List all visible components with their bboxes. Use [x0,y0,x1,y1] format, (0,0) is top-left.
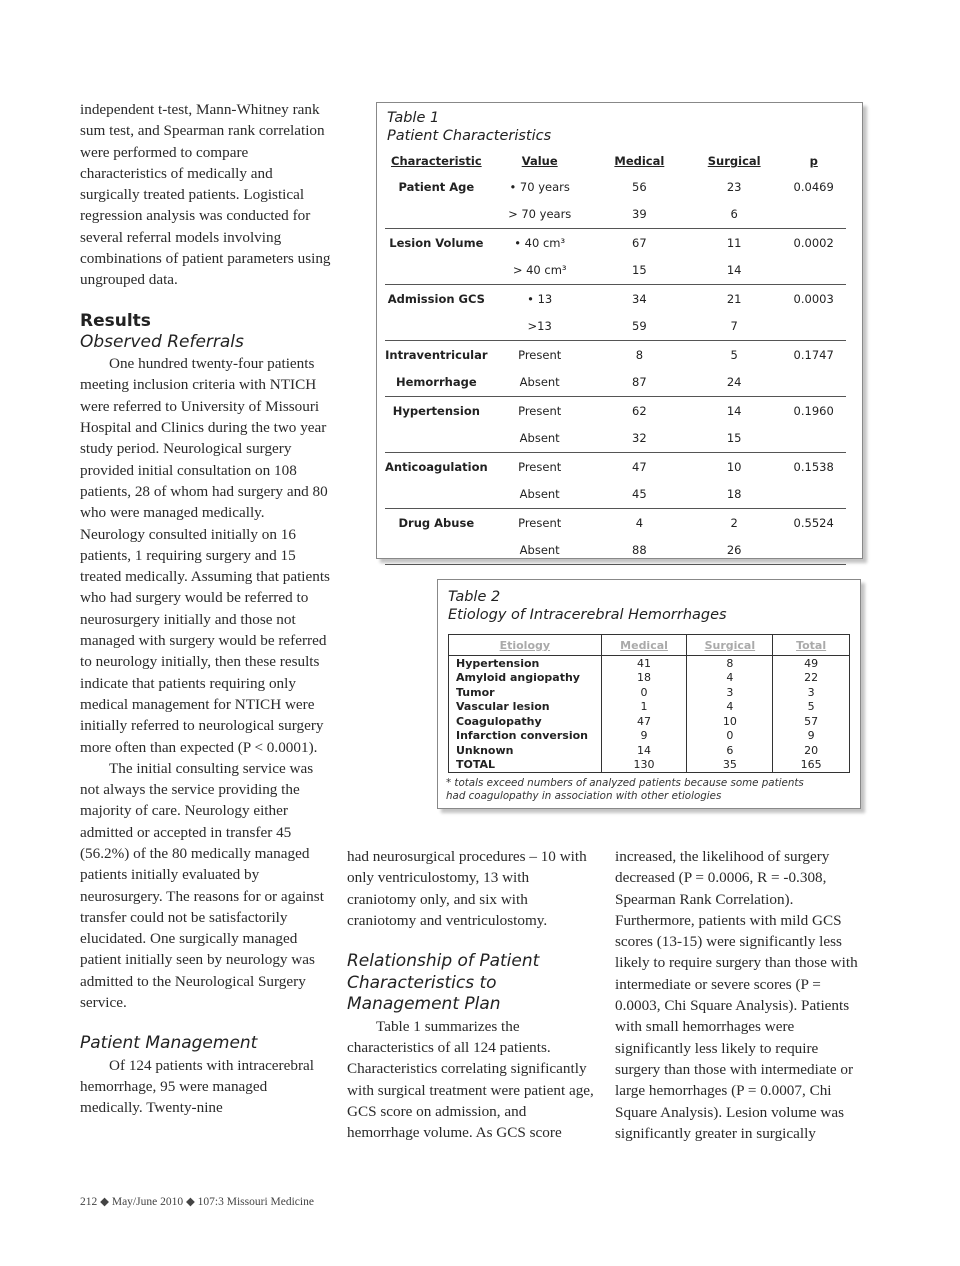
paragraph: independent t-test, Mann-Whitney rank sum test, and Spearman rank correlation were performed to compare characteristics of medically and surgically treated patients. Logistical regression analysis was conducted for several referral models involving combinations of patient parameters using ungrouped data. [80,101,331,289]
text-column-3 [615,846,865,1144]
table-cell: 67 [632,235,647,250]
table-cell: • 70 years [509,179,570,194]
table-cell: Present [518,515,562,530]
table-cell: Unknown [449,743,602,758]
table-cell: 8 [687,656,773,671]
table-cell: Present [518,347,562,362]
table-cell: 47 [632,459,647,474]
table-cell [385,257,488,285]
table-2-header-cell: Etiology [449,635,602,656]
table-cell: 34 [632,291,647,306]
section-heading-results: Results [80,310,151,331]
table-cell: 10 [726,459,742,474]
table-cell: > 40 cm³ [488,257,592,285]
table-cell: Present [518,403,562,418]
table-row [385,313,846,341]
table-row [385,537,846,565]
table-2-box [437,579,861,809]
table-row [449,729,850,744]
table-row [385,425,846,453]
table-row [449,656,850,671]
table-row [385,229,846,257]
table-cell: > 70 years [488,201,592,229]
table-1-header-row [385,149,846,173]
table-cell: 3 [773,685,850,700]
table-cell: 32 [592,425,687,453]
table-1-title: Patient Characteristics [387,128,552,144]
table-cell: 0.1538 [793,459,834,474]
table-row [385,201,846,229]
table-row [449,743,850,758]
paragraph: Table 1 summarizes the characteristics of all 124 patients. Characteristics correlating significantly with surgical treatment were patient age, GCS score on admission, and hemorrhage volume. As GCS score [347,1017,594,1142]
table-cell: 49 [773,656,850,671]
page-footer: 212 ◆ May/June 2010 ◆ 107:3 Missouri Medicine [80,1196,314,1208]
table-cell: 0 [601,685,687,700]
table-cell [385,425,488,453]
table-cell: 6 [687,743,773,758]
table-cell: Lesion Volume [389,235,484,250]
table-1-label: Table 1 [387,110,440,126]
table-cell: Drug Abuse [398,515,475,530]
table-row [449,685,850,700]
table-cell: Absent [488,369,592,397]
table-cell: 6 [687,201,781,229]
table-row [449,714,850,729]
table-cell: 9 [601,729,687,744]
table-1-header-cell: Characteristic [391,154,482,168]
table-1-header-cell: p [809,154,818,168]
table-cell: 57 [773,714,850,729]
paragraph: had neurosurgical procedures – 10 with only ventriculostomy, 13 with craniotomy only, and six with craniotomy and ventriculostomy. [347,848,587,929]
table-row [449,671,850,686]
table-cell: 39 [592,201,687,229]
table-cell: 22 [773,671,850,686]
table-cell [781,313,846,341]
table-cell: Hemorrhage [385,369,488,397]
table-1-header-cell: Medical [614,154,665,168]
table-cell: 18 [601,671,687,686]
subsection-heading-relationship: Relationship of Patient Characteristics to Management Plan [347,951,540,1015]
table-1 [385,149,846,565]
table-row [449,758,850,773]
table-cell: 9 [773,729,850,744]
table-cell: Vascular lesion [449,700,602,715]
table-cell: 14 [687,257,781,285]
table-cell [781,369,846,397]
table-2-footnote: * totals exceed numbers of analyzed patients because some patients [446,777,804,789]
table-2-header-cell: Surgical [687,635,773,656]
table-row [385,453,846,481]
table-row [385,173,846,201]
table-row [385,285,846,313]
table-row [449,700,850,715]
table-cell: 14 [726,403,742,418]
table-cell [781,257,846,285]
table-cell: Hypertension [392,403,480,418]
table-cell: 2 [730,515,738,530]
table-cell: 0.0469 [793,179,834,194]
table-cell: 59 [592,313,687,341]
table-cell: 35 [687,758,773,773]
table-row [385,257,846,285]
table-cell [781,425,846,453]
table-cell: 56 [632,179,647,194]
table-cell: 45 [592,481,687,509]
table-cell: Admission GCS [387,291,485,306]
table-1-header-cell: Value [521,154,558,168]
table-cell: Patient Age [398,179,475,194]
table-cell [385,537,488,565]
table-cell: Intraventricular [385,347,488,362]
table-cell: 15 [687,425,781,453]
text-column-1 [80,99,332,1119]
table-cell: 0.1747 [793,347,834,362]
table-row [385,341,846,369]
table-cell [781,481,846,509]
paragraph: One hundred twenty-four patients meeting inclusion criteria with NTICH were referred to University of Missouri Hospital and Clinics during the two year study period. Neurological surgery provided initial consultation on 108 patients, 28 of whom had surgery and 80 who were managed medically. Neurology consulted initially on 16 patients, 1 requiring surgery and 15 treated medically. Assuming that patients who had surgery would be referred to neurosurgery initially and those not managed with surgery would be referred to neurology initially, then these results indicate that patients requiring only medical management for NTICH were initially referred to neurological surgery more often than expected (P < 0.0001). [80,355,330,756]
table-row [385,481,846,509]
table-2-footnote: had coagulopathy in association with other etiologies [446,790,722,802]
table-cell [385,313,488,341]
table-cell: 130 [601,758,687,773]
table-cell: 62 [632,403,647,418]
table-cell: 26 [687,537,781,565]
table-row [385,397,846,425]
table-cell: Absent [488,425,592,453]
table-cell: • 40 cm³ [514,235,566,250]
table-cell: 0.0002 [793,235,834,250]
table-cell: 11 [726,235,742,250]
table-row [385,369,846,397]
table-cell: 41 [601,656,687,671]
table-2-header-cell: Medical [601,635,687,656]
table-cell [385,201,488,229]
table-2 [448,634,850,773]
table-cell: 1 [601,700,687,715]
table-cell: Coagulopathy [449,714,602,729]
table-cell: >13 [488,313,592,341]
table-2-label: Table 2 [448,589,501,605]
table-cell: Tumor [449,685,602,700]
table-cell: 15 [592,257,687,285]
subsection-heading-observed-referrals: Observed Referrals [80,331,244,352]
table-cell: • 13 [527,291,553,306]
table-cell: 10 [687,714,773,729]
paragraph: The initial consulting service was not always the service providing the majority of care. Neurology either admitted or accepted in transfer 45 (56.2%) of the 80 medically managed patients initially evaluated by neurosurgery. The reasons for or against transfer could not be satisfactorily elucidated. One surgically managed patient initially seen by neurology was admitted to the Neurological Surgery service. [80,759,324,1012]
table-cell: 0.1960 [793,403,834,418]
table-cell: Hypertension [449,656,602,671]
table-cell: 23 [726,179,742,194]
table-cell: Present [518,459,562,474]
table-cell: TOTAL [449,758,602,773]
table-1-box [376,102,863,559]
subsection-heading-patient-management: Patient Management [80,1033,258,1054]
text-column-2 [347,846,597,1143]
table-cell: 0 [687,729,773,744]
table-cell: 8 [635,347,644,362]
table-cell: Amyloid angiopathy [449,671,602,686]
table-2-header-cell: Total [773,635,850,656]
table-cell: 7 [687,313,781,341]
table-cell: Absent [488,481,592,509]
table-cell: 5 [730,347,738,362]
table-cell: 165 [773,758,850,773]
table-cell: 4 [687,671,773,686]
table-cell: 4 [635,515,644,530]
table-2-header-row [449,635,850,656]
table-cell [385,481,488,509]
paragraph: Of 124 patients with intracerebral hemorrhage, 95 were managed medically. Twenty-nine [80,1056,314,1117]
table-cell: 21 [726,291,742,306]
table-cell [781,201,846,229]
table-cell: Absent [488,537,592,565]
table-cell: 3 [687,685,773,700]
table-cell: 88 [592,537,687,565]
table-row [385,509,846,537]
table-cell: 4 [687,700,773,715]
table-cell: 18 [687,481,781,509]
table-cell: 0.5524 [793,515,834,530]
table-cell: 47 [601,714,687,729]
table-cell [781,537,846,565]
table-cell: 20 [773,743,850,758]
paragraph: increased, the likelihood of surgery decreased (P = 0.0006, R = -0.308, Spearman Rank Correlation). Furthermore, patients with mild GCS scores (13-15) were significantly less likely to require surgery than those with intermediate or severe scores (P = 0.0003, Chi Square Analysis). Patients with small hemorrhages were significantly less likely to require surgery than those with intermediate or large hemorrhages (P = 0.0007, Chi Square Analysis). Lesion volume was significantly greater in surgically [615,848,858,1142]
table-cell: Anticoagulation [385,459,488,474]
table-cell: 0.0003 [793,291,834,306]
table-cell: 5 [773,700,850,715]
table-1-header-cell: Surgical [707,154,761,168]
table-cell: 24 [687,369,781,397]
table-2-title: Etiology of Intracerebral Hemorrhages [448,607,727,623]
table-cell: Infarction conversion [449,729,602,744]
table-cell: 14 [601,743,687,758]
table-cell: 87 [592,369,687,397]
